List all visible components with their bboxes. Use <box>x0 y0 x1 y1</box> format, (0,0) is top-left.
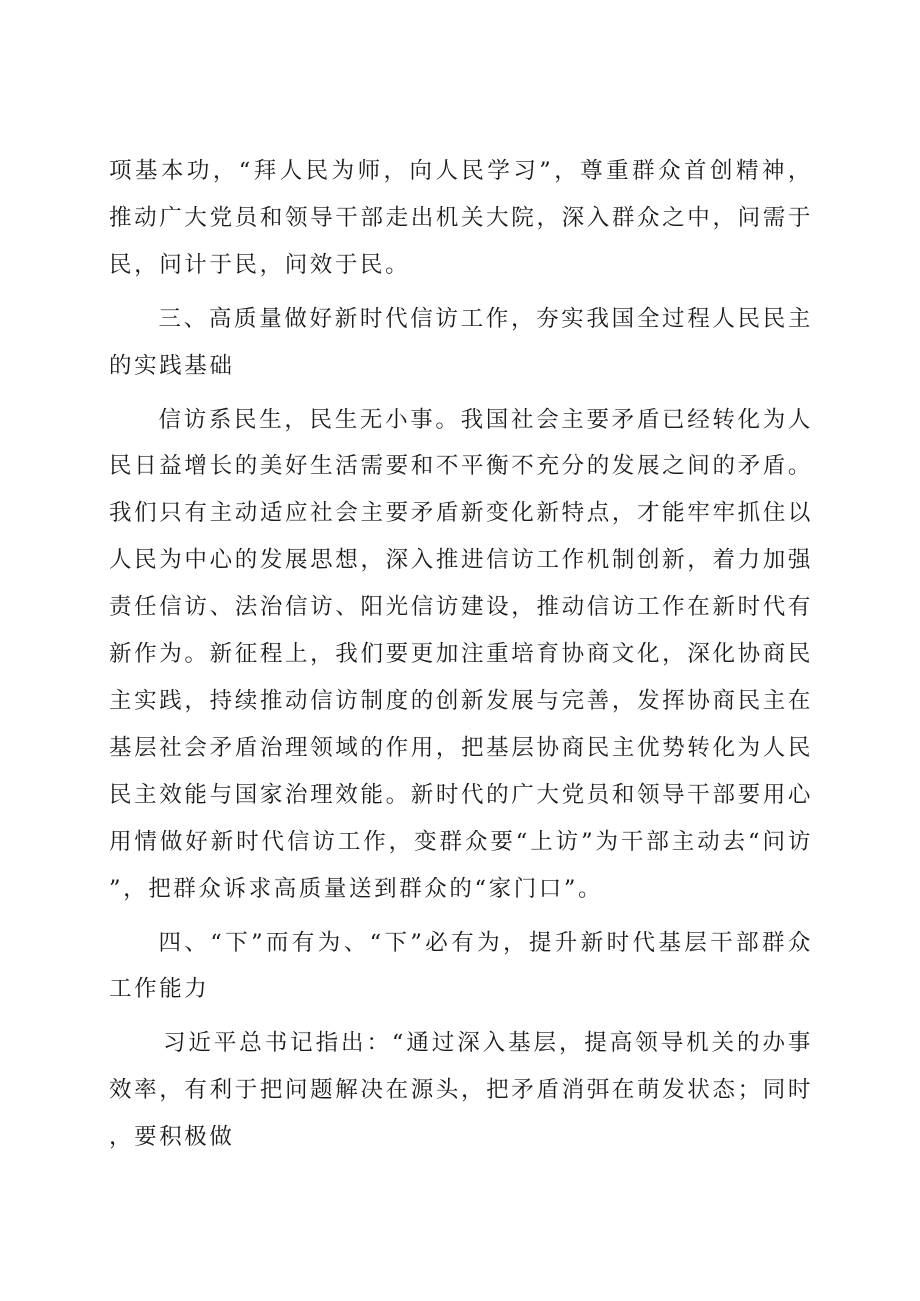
document-body <box>109 148 813 1168</box>
paragraph-continuation: 项基本功，“拜人民为师，向人民学习”，尊重群众首创精神，推动广大党员和领导干部走出机关大院，深入群众之中，问需于民，问计于民，问效于民。 <box>109 158 813 278</box>
paragraph-quote: 习近平总书记指出：“通过深入基层，提高领导机关的办事效率，有利于把问题解决在源头，把矛盾消弭在萌发状态；同时，要积极做 <box>109 1030 813 1151</box>
section-heading-three: 三、高质量做好新时代信访工作，夯实我国全过程人民民主的实践基础 <box>109 305 813 379</box>
section-heading-four: 四、“下”而有为、“下”必有为，提升新时代基层干部群众工作能力 <box>109 929 813 1003</box>
paragraph-petition-work: 信访系民生，民生无小事。我国社会主要矛盾已经转化为人民日益增长的美好生活需要和不平衡不充分的发展之间的矛盾。我们只有主动适应社会主要矛盾新变化新特点，才能牢牢抓住以人民为中心的发展思想，深入推进信访工作机制创新，着力加强责任信访、法治信访、阳光信访建设，推动信访工作在新时代有新作为。新征程上，我们要更加注重培育协商文化，深化协商民主实践，持续推动信访制度的创新发展与完善，发挥协商民主在基层社会矛盾治理领域的作用，把基层协商民主优势转化为人民民主效能与国家治理效能。新时代的广大党员和领导干部要用心用情做好新时代信访工作，变群众要“上访”为干部主动去“问访”，把群众诉求高质量送到群众的“家门口”。 <box>109 406 813 902</box>
